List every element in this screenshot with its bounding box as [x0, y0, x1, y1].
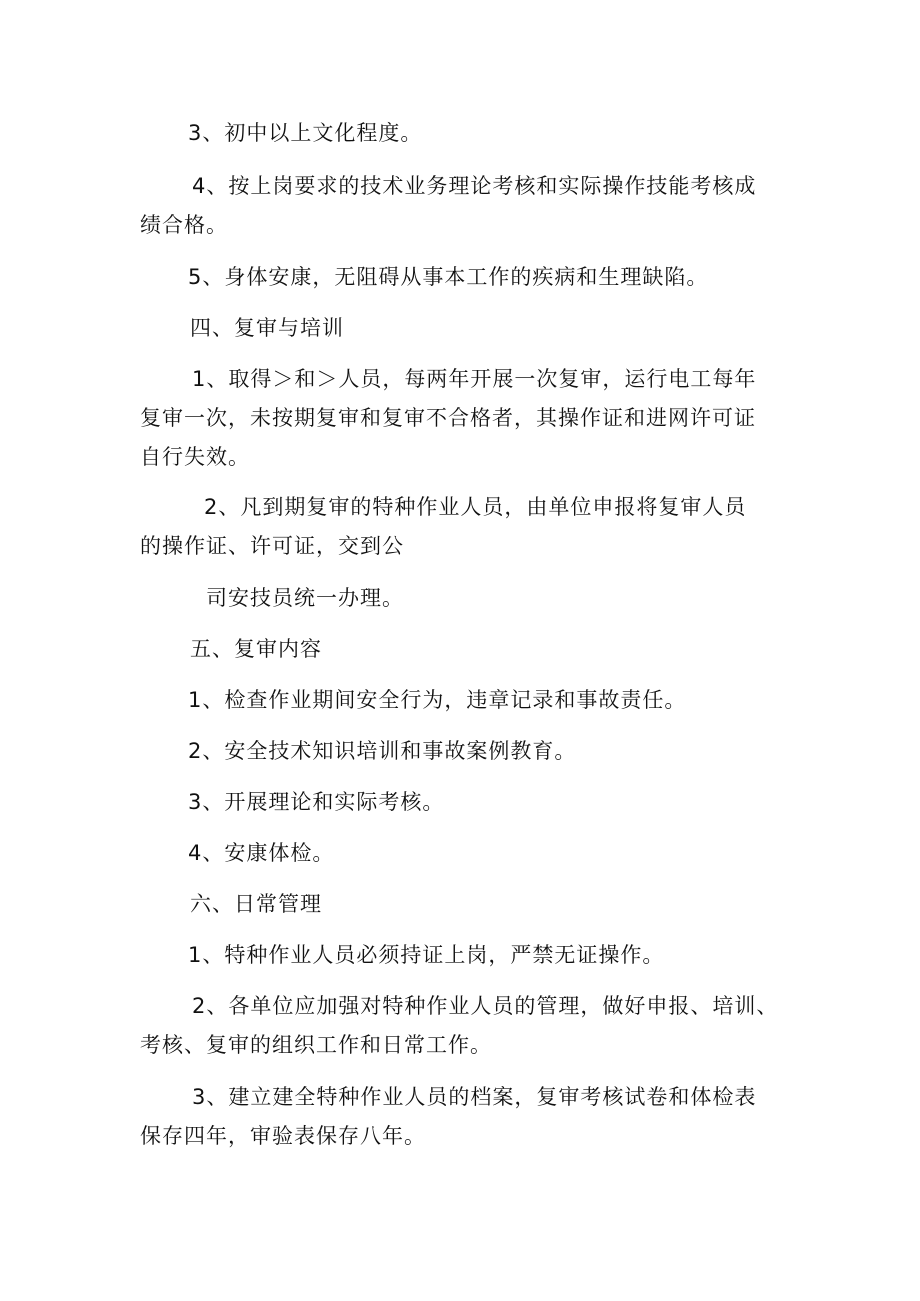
- text-line: 2、各单位应加强对特种作业人员的管理，做好申报、培训、: [192, 994, 779, 1018]
- text-line: 自行失效。: [140, 445, 250, 469]
- section-heading: 四、复审与培训: [190, 316, 344, 340]
- section-heading: 五、复审内容: [190, 637, 322, 661]
- text-line: 2、凡到期复审的特种作业人员，由单位申报将复审人员: [204, 495, 747, 519]
- text-line: 复审一次，未按期复审和复审不合格者，其操作证和进网许可证: [140, 406, 756, 430]
- text-line: 考核、复审的组织工作和日常工作。: [140, 1033, 492, 1057]
- text-line: 4、安康体检。: [188, 841, 335, 865]
- text-line: 5、身体安康，无阻碍从事本工作的疾病和生理缺陷。: [188, 265, 709, 289]
- section-heading: 六、日常管理: [190, 892, 322, 916]
- text-line: 2、安全技术知识培训和事故案例教育。: [188, 739, 577, 763]
- text-line: 1、取得＞和＞人员，每两年开展一次复审，运行电工每年: [192, 367, 757, 391]
- text-line: 3、开展理论和实际考核。: [188, 790, 445, 814]
- text-line: 的操作证、许可证，交到公: [140, 534, 404, 558]
- text-line: 1、特种作业人员必须持证上岗，严禁无证操作。: [188, 943, 665, 967]
- text-line: 3、建立建全特种作业人员的档案，复审考核试卷和体检表: [192, 1085, 757, 1109]
- text-line: 绩合格。: [140, 213, 228, 237]
- text-line: 4、按上岗要求的技术业务理论考核和实际操作技能考核成: [192, 174, 757, 198]
- text-line: 3、初中以上文化程度。: [188, 121, 423, 145]
- text-line: 司安技员统一办理。: [206, 586, 404, 610]
- text-line: 保存四年，审验表保存八年。: [140, 1124, 426, 1148]
- text-line: 1、检查作业期间安全行为，违章记录和事故责任。: [188, 688, 687, 712]
